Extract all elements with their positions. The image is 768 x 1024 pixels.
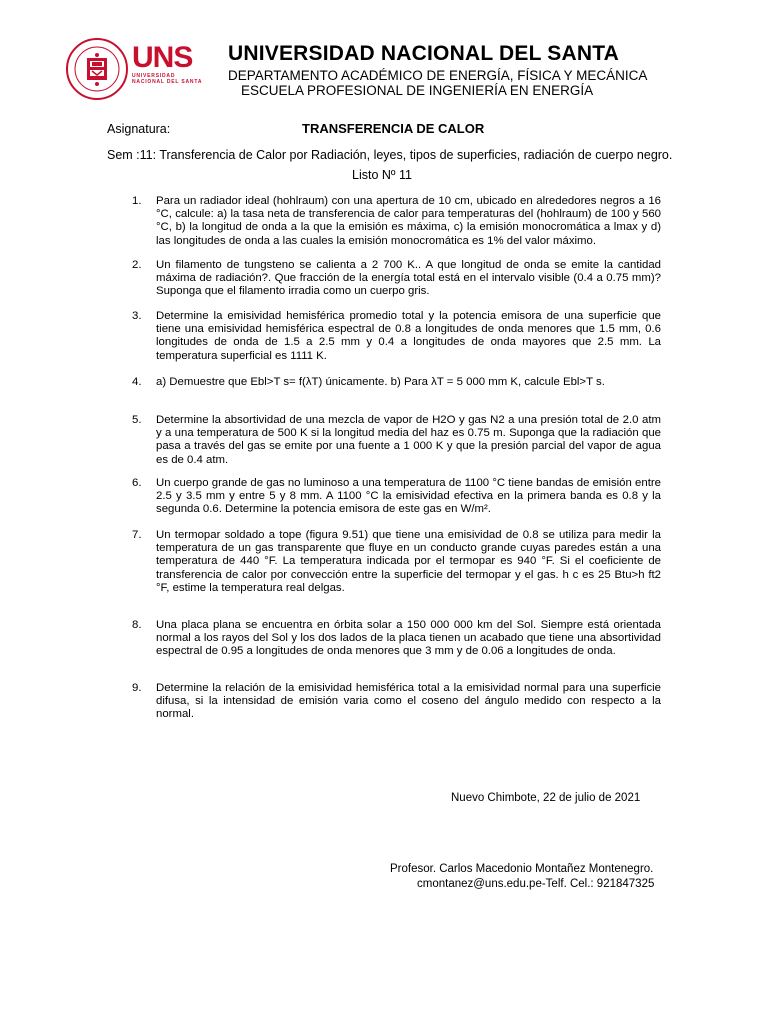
list-number: Listo Nº 11 bbox=[352, 168, 412, 182]
document-date: Nuevo Chimbote, 22 de julio de 2021 bbox=[451, 792, 641, 804]
problem-text: Un termopar soldado a tope (figura 9.51) que tiene una emisividad de 0.8 se utiliza para medir la temperatura de un gas transparente que fluye en un conducto grande cuyas paredes están a una temperatura de 440 °F. La temperatura indicada por el termopar es 940 °F. Si el coeficiente de transferencia de calor por convección entre la superficie del termopar y el gas. h c es 25 Btu>h ft2 °F, estime la temperatura real delgas. bbox=[156, 529, 661, 594]
professor-name: Profesor. Carlos Macedonio Montañez Montenegro. bbox=[390, 863, 654, 875]
department-name: DEPARTAMENTO ACADÉMICO DE ENERGÍA, FÍSICA Y MECÁNICA bbox=[228, 68, 648, 83]
problem-text: Determine la relación de la emisividad hemisférica total a la emisividad normal para una superficie difusa, si la intensidad de emisión varia como el coseno del ángulo medido con respecto a la normal. bbox=[156, 682, 661, 721]
problem-number: 5. bbox=[132, 414, 142, 426]
logo-wordmark bbox=[132, 43, 202, 85]
problem-text: Un cuerpo grande de gas no luminoso a una temperatura de 1100 °C tiene bandas de emisión entre 2.5 y 3.5 mm y entre 5 y 8 mm. A 1100 °C la emisividad efectiva en la primera banda es 0.8 y la segunda 0.6. Determine la potencia emisora de este gas en W/m². bbox=[156, 477, 661, 516]
session-topic: Sem :11: Transferencia de Calor por Radiación, leyes, tipos de superficies, radiación de cuerpo negro. bbox=[107, 148, 673, 162]
subject-name: TRANSFERENCIA DE CALOR bbox=[302, 121, 485, 136]
logo-brand: UNS bbox=[132, 41, 193, 74]
problem-text: Un filamento de tungsteno se calienta a 2 700 K.. A que longitud de onda se emite la cantidad máxima de radiación?. Que fracción de la energía total está en el intervalo visible (0.4 a 0.75 mm)? Suponga que el filamento irradia como un cuerpo gris. bbox=[156, 259, 661, 298]
problem-number: 8. bbox=[132, 619, 142, 631]
problem-text: Determine la emisividad hemisférica promedio total y la potencia emisora de una superficie que tiene una emisividad hemisférica espectral de 0.8 a longitudes de onda menores que 1.5 mm, 0.6 longitudes de onda de 1.5 a 2.5 mm y 0.4 a longitudes de onda mayores que 2.5 mm. La temperatura superficial es 1111 K. bbox=[156, 310, 661, 362]
problem-text: Una placa plana se encuentra en órbita solar a 150 000 000 km del Sol. Siempre está orientada normal a los rayos del Sol y los dos lados de la placa tienen un acabado que tiene una absortividad espectral de 0.95 a longitudes de onda menores que 3 mm y de 0.06 a longitudes de onda. bbox=[156, 619, 661, 658]
problem-number: 4. bbox=[132, 376, 142, 388]
subject-label: Asignatura: bbox=[107, 122, 171, 136]
problem-number: 9. bbox=[132, 682, 142, 694]
university-title: UNIVERSIDAD NACIONAL DEL SANTA bbox=[228, 42, 620, 65]
problem-number: 2. bbox=[132, 259, 142, 271]
school-name: ESCUELA PROFESIONAL DE INGENIERÍA EN ENERGÍA bbox=[241, 83, 594, 98]
logo-sub-line1: UNIVERSIDAD bbox=[132, 73, 176, 79]
logo-sub-line2: NACIONAL DEL SANTA bbox=[132, 79, 203, 85]
problem-number: 6. bbox=[132, 477, 142, 489]
problem-text: Para un radiador ideal (hohlraum) con una apertura de 10 cm, ubicado en alrededores negros a 16 °C, calcule: a) la tasa neta de transferencia de calor para temperaturas del (hohlraum) de 100 y 560 °C, b) la longitud de onda a la que la emisión es máxima, c) la emisión monocromática a lmax y d) las longitudes de onda a las cuales la emisión monocromática es 1% del valor máximo. bbox=[156, 195, 661, 247]
problem-number: 3. bbox=[132, 310, 142, 322]
problem-number: 7. bbox=[132, 529, 142, 541]
problem-text: a) Demuestre que Ebl>T s= f(λT) únicamente. b) Para λT = 5 000 mm K, calcule Ebl>T s. bbox=[156, 376, 605, 388]
university-seal-icon bbox=[66, 38, 128, 100]
professor-contact: cmontanez@uns.edu.pe-Telf. Cel.: 921847325 bbox=[417, 878, 655, 890]
problem-number: 1. bbox=[132, 195, 142, 207]
problem-text: Determine la absortividad de una mezcla de vapor de H2O y gas N2 a una presión total de 2.0 atm y a una temperatura de 500 K si la longitud media del haz es 0.75 m. Suponga que la radiación que pasa a través del gas se emite por una fuente a 1 000 K y que la presión parcial del vapor de agua es de 0.4 atm. bbox=[156, 414, 661, 466]
